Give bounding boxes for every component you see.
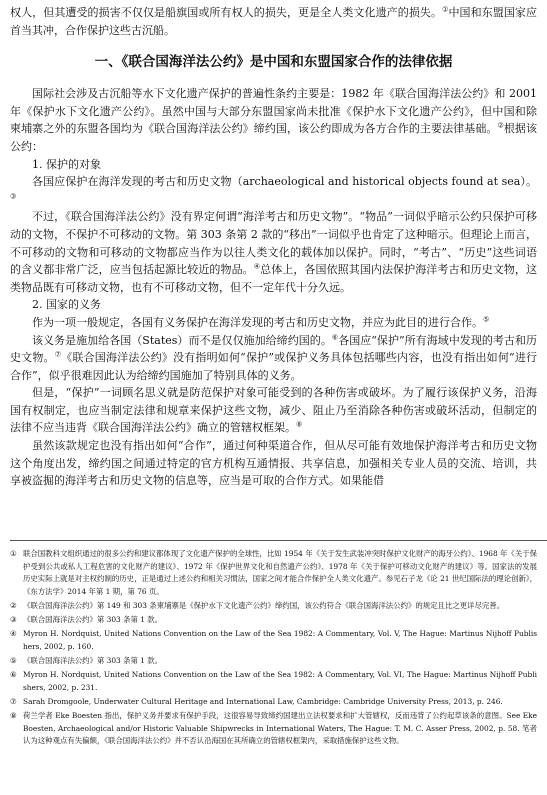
footnote-ref[interactable]: ⑧ — [296, 420, 303, 429]
footnote-3 — [10, 614, 537, 627]
footnote-ref[interactable]: ② — [497, 121, 504, 130]
footnote-text: 荷兰学者 Eke Boesten 指出，保护义务并要求有保护手段，这很容易导致缔约国建出立法权要求和扩大管辖权，反而违背了公约起草该条的意图。See Eke Boesten, Archaeological and/or Historic Valuable Shipwrecks in International Waters, The Hague: T. M. C. Asser Press, 2002, p. 58. 笔者认为这种观点有失偏颇，《联合国海洋法公约》并不否认沿海国在其所确立的管辖权框架内，采取措施保护这些文物。 — [23, 711, 537, 746]
subheading-text: 2. 国家的义务 — [32, 298, 101, 312]
footnote-ref[interactable]: ④ — [253, 262, 261, 271]
section-heading: 一、《联合国海洋法公约》是中国和东盟国家合作的法律依据 — [94, 54, 453, 71]
paragraph-text: 各国应保护在海洋发现的考古和历史文物（archaeological and historical objects found at sea）。 — [32, 175, 537, 189]
footnote-text: 《联合国海洋法公约》第 303 条第 1 款。 — [23, 656, 163, 666]
footnote-ref[interactable]: ⑦ — [54, 350, 62, 359]
footnote-ref[interactable]: ⑥ — [331, 332, 339, 341]
intro-paragraph — [10, 4, 537, 39]
footnote-ref[interactable]: ① — [442, 5, 449, 14]
footnote-1 — [10, 548, 537, 598]
paragraph-text: 该义务是施加给各国（States）而不是仅仅施加给缔约国的。 — [32, 333, 332, 347]
paragraph-text: 作为一项一般规定，各国有义务保护在海洋发现的考古和历史文物，并应为此目的进行合作。 — [32, 315, 483, 329]
footnote-number: ⑤ — [10, 656, 17, 666]
subheading-object — [10, 156, 537, 174]
paragraph-text: 但是，“保护”一词顾名思义就是防范保护对象可能受到的各种伤害或破坏。为了履行该保护义务，沿海国有权制定，也应当制定法律和规章来保护这些文物，减少、阻止乃至消除各种伤害或破坏活动，但制定的法律不应当违背《联合国海洋法公约》确立的管辖权框架。 — [10, 386, 537, 435]
body-text — [10, 85, 537, 490]
paragraph-text: 虽然该款规定也没有指出如何“合作”，通过何种渠道合作，但从尽可能有效地保护海洋考古和历史文物这个角度出发，缔约国之间通过特定的官方机构互通情报、共享信息，加强相关专业人员的交流、培训，共享被盗掘的海洋考古和历史文物的信息等，应当是可取的合作方式。如果能借 — [10, 439, 537, 488]
footnote-7 — [10, 696, 537, 709]
paragraph-p2 — [10, 173, 537, 208]
footnote-6 — [10, 669, 537, 694]
footnote-text: Myron H. Nordquist, United Nations Convention on the Law of the Sea 1982: A Commentary, Vol. VI, The Hague: Martinus Nijhoff Publishers, 2002, p. 231. — [23, 670, 537, 692]
paragraph-p1 — [10, 85, 537, 155]
footnote-number: ⑥ — [10, 670, 17, 680]
paragraph-p6 — [10, 384, 537, 437]
footnote-divider — [10, 540, 547, 541]
subheading-obligation — [10, 296, 537, 314]
paragraph-p3 — [10, 208, 537, 296]
footnote-number: ① — [10, 549, 17, 558]
paragraph-text: 不过，《联合国海洋法公约》没有界定何谓“海洋考古和历史文物”。“物品”一词似乎暗示公约只保护可移动的文物，不保护不可移动的文物。第 303 条第 2 款的“移出”一词似乎也肯定了这种暗示。但理论上而言，不可移动的文物和可移动的文物都应当作为以往人类文化的载体加以保护。同时，“考古”、“历史”这些词语的含义都非常广泛，应当包括起源比较近的物品。 — [10, 210, 537, 277]
footnote-ref[interactable]: ⑤ — [483, 315, 490, 324]
paragraph-tail: 各国应“保护”所有海域中发现的考古和历史文物。 — [10, 333, 537, 365]
paragraph-p4 — [10, 314, 537, 332]
footnote-text: 《联合国海洋法公约》第 149 和 303 条柬埔寨是《保护水下文化遗产公约》缔约国，该公约符合《联合国海洋法公约》的规定且比之更详尽完善。 — [23, 600, 505, 610]
footnote-ref[interactable]: ③ — [10, 192, 17, 201]
footnote-2 — [10, 600, 537, 613]
footnote-4 — [10, 628, 537, 653]
footnote-text: Sarah Dromgoole, Underwater Cultural Heritage and International Law, Cambridge: Cambridge University Press, 2013, p. 246. — [23, 697, 503, 707]
intro-text: 权人，但其遭受的损害不仅仅是船旗国或所有权人的损失，更是全人类文化遗产的损失。 — [10, 6, 443, 19]
subheading-text: 1. 保护的对象 — [32, 157, 101, 171]
footnote-number: ⑧ — [10, 711, 17, 721]
paragraph-tail: 总体上，各国依照其国内法保护海洋考古和历史文物，这类物品既有可移动文物，也有不可移动文物，但不一定年代十分久远。 — [10, 263, 538, 294]
footnote-5 — [10, 655, 537, 668]
footnote-number: ④ — [10, 629, 17, 639]
paragraph-tail: 根据该公约： — [10, 122, 538, 153]
intro-tail: 中国和东盟国家应首当其冲，合作保护这些古沉船。 — [10, 6, 538, 37]
footnote-text: 《联合国海洋法公约》第 303 条第 1 款。 — [23, 615, 163, 625]
paragraph-tail: 《联合国海洋法公约》没有指明如何“保护”或保护义务具体包括哪些内容，也没有指出如何“进行合作”，似乎很难因此认为给缔约国施加了特别具体的义务。 — [10, 351, 538, 382]
footnote-number: ⑦ — [10, 697, 17, 707]
footnote-text: Myron H. Nordquist, United Nations Convention on the Law of the Sea 1982: A Commentary, Vol. V, The Hague: Martinus Nijhoff Publishers, 2002, p. 160. — [23, 629, 537, 651]
paragraph-p5 — [10, 332, 537, 385]
paragraph-text: 国际社会涉及古沉船等水下文化遗产保护的普遍性条约主要是：1982 年《联合国海洋法公约》和 2001 年《保护水下文化遗产公约》。虽然中国与大部分东盟国家尚未批准《保护水下文化遗产公约》，但中国和除柬埔寨之外的东盟各国均为《联合国海洋法公约》缔约国，该公约即成为各方合作的主要法律基础。 — [10, 87, 537, 136]
footnote-text: 联合国教科文组织通过的很多公约和建议都体现了文化遗产保护的全球性，比如 1954 年《关于发生武装冲突时保护文化财产的海牙公约》、1968 年《关于保护受到公共或私人工程危害的文化财产的建议》、1972 年《保护世界文化和自然遗产公约》、1978 年《关于保护可移动文化财产的建议》等。国家法的发展历史实际上就是对主权约制的历史，正是通过上述公约和相关习惯法，国家之间才能合作保护全人类文化遗产。参见石子龙《论 21 世纪国际法的理论创新》，《东方法学》2014 年第 1 期，第 76 页。 — [23, 549, 537, 596]
footnote-number: ② — [10, 600, 17, 610]
paragraph-p7 — [10, 437, 537, 490]
footnotes — [10, 548, 537, 750]
footnote-8 — [10, 710, 537, 748]
footnote-number: ③ — [10, 615, 17, 625]
